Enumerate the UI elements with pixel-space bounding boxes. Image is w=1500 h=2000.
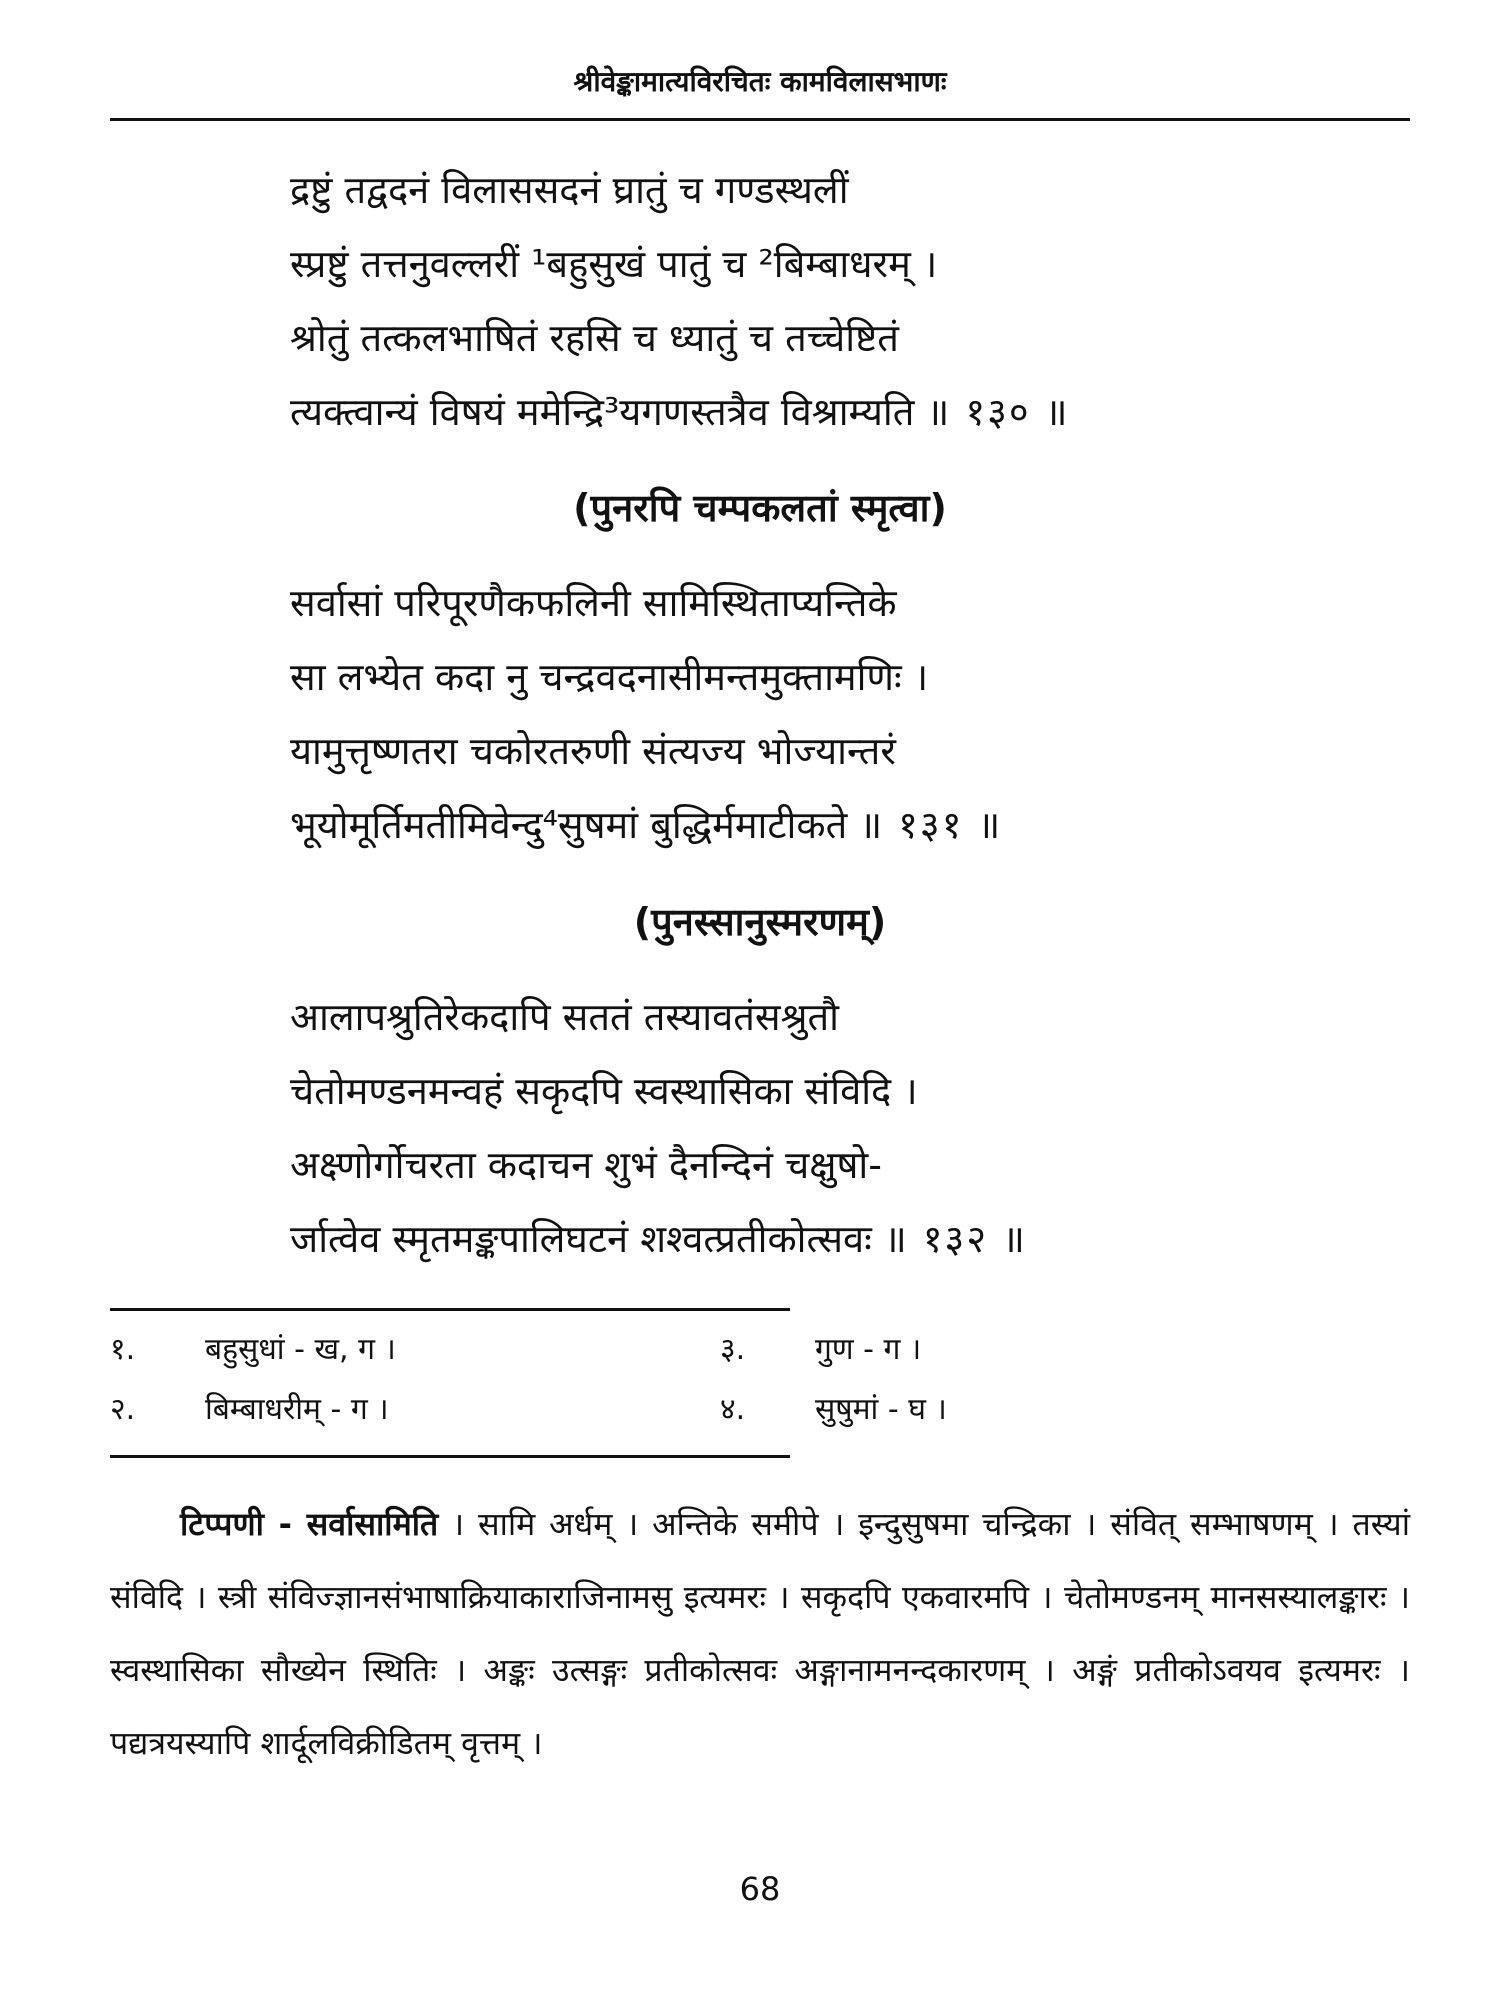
footnote-item bbox=[110, 1380, 389, 1440]
verse-line: चेतोमण्डनमन्वहं सकृदपि स्वस्थासिका संविदि । bbox=[290, 1069, 918, 1113]
verse-line: द्रष्टुं तद्वदनं विलाससदनं घ्रातुं च गण्डस्थलीं bbox=[290, 168, 849, 212]
footnote-item bbox=[720, 1380, 947, 1440]
verse-number: ॥ १३१ ॥ bbox=[859, 803, 1003, 847]
footnote-number: ३. bbox=[720, 1332, 746, 1367]
verse-line: र्जात्वेव स्मृतमङ्कपालिघटनं शश्वत्प्रतीकोत्सवः ॥ १३२ ॥ bbox=[290, 1217, 1027, 1261]
verse-line: सा लभ्येत कदा नु चन्द्रवदनासीमन्तमुक्तामणिः । bbox=[290, 655, 929, 699]
verse-line: अक्ष्णोर्गोचरता कदाचन शुभं दैनन्दिनं चक्षुषो- bbox=[290, 1143, 882, 1187]
verse-number: ॥ १३० ॥ bbox=[926, 390, 1070, 434]
footnote-text: बिम्बाधरीम् - ग । bbox=[205, 1392, 389, 1427]
footnote-number: २. bbox=[110, 1392, 136, 1427]
commentary bbox=[110, 1488, 1410, 1780]
footnote-number: १. bbox=[110, 1332, 136, 1367]
verse-number: ॥ १३२ ॥ bbox=[883, 1217, 1027, 1261]
verse-line: स्प्रष्टुं तत्तनुवल्लरीं ¹बहुसुखं पातुं च ²बिम्बाधरम् । bbox=[290, 242, 938, 286]
section-heading: (पुनरपि चम्पकलतां स्मृत्वा) bbox=[573, 486, 947, 530]
section-heading: (पुनस्सानुस्मरणम्) bbox=[633, 900, 887, 944]
footnote-text: बहुसुधां - ख, ग । bbox=[205, 1332, 396, 1367]
footnote-row bbox=[110, 1380, 1410, 1440]
verse-132 bbox=[290, 980, 1410, 1276]
footnotes bbox=[110, 1320, 1410, 1440]
running-header: श्रीवेङ्कामात्यविरचितः कामविलासभाणः bbox=[573, 65, 947, 98]
verse-line: यामुत्तृष्णतरा चकोरतरुणी संत्यज्य भोज्यान्तरं bbox=[290, 729, 896, 773]
footnote-text: सुषुमां - घ । bbox=[815, 1392, 947, 1427]
footnote-rule-bottom bbox=[110, 1455, 790, 1458]
verse-130 bbox=[290, 153, 1410, 449]
footnote-number: ४. bbox=[720, 1392, 746, 1427]
footnote-text: गुण - ग । bbox=[815, 1332, 922, 1367]
commentary-label: टिप्पणी - सर्वासामिति bbox=[180, 1505, 439, 1543]
page-number: 68 bbox=[739, 1870, 781, 1908]
header-rule bbox=[110, 118, 1410, 121]
verse-line: आलापश्रुतिरेकदापि सततं तस्यावतंसश्रुतौ bbox=[290, 995, 839, 1039]
footnote-item bbox=[110, 1320, 396, 1380]
verse-line: भूयोमूर्तिमतीमिवेन्दु⁴सुषमां बुद्धिर्ममाटीकते ॥ १३१ ॥ bbox=[290, 803, 1003, 847]
footnote-rule-top bbox=[110, 1308, 790, 1311]
verse-131 bbox=[290, 566, 1410, 862]
footnote-item bbox=[720, 1320, 921, 1380]
verse-line: त्यक्त्वान्यं विषयं ममेन्द्रि³यगणस्तत्रैव विश्राम्यति ॥ १३० ॥ bbox=[290, 390, 1070, 434]
verse-line: श्रोतुं तत्कलभाषितं रहसि च ध्यातुं च तच्चेष्टितं bbox=[290, 316, 899, 360]
verse-line: सर्वासां परिपूरणैकफलिनी सामिस्थिताप्यन्तिके bbox=[290, 581, 897, 625]
commentary-text: । सामि अर्धम् । अन्तिके समीपे । इन्दुसुषमा चन्द्रिका । संवित् सम्भाषणम् । तस्यां संविदि । स्त्री संविज्ज्ञानसंभाषाक्रियाकाराजिनामसु इत्यमरः । सकृदपि एकवारमपि । चेतोमण्डनम् मानसस्यालङ्कारः । स्वस्थासिका सौख्येन स्थितिः । अङ्कः उत्सङ्गः प्रतीकोत्सवः अङ्गानामनन्दकारणम् । अङ्गं प्रतीकोऽवयव इत्यमरः । पद्यत्रयस्यापि शार्दूलविक्रीडितम् वृत्तम् । bbox=[110, 1505, 1410, 1762]
footnote-row bbox=[110, 1320, 1410, 1380]
